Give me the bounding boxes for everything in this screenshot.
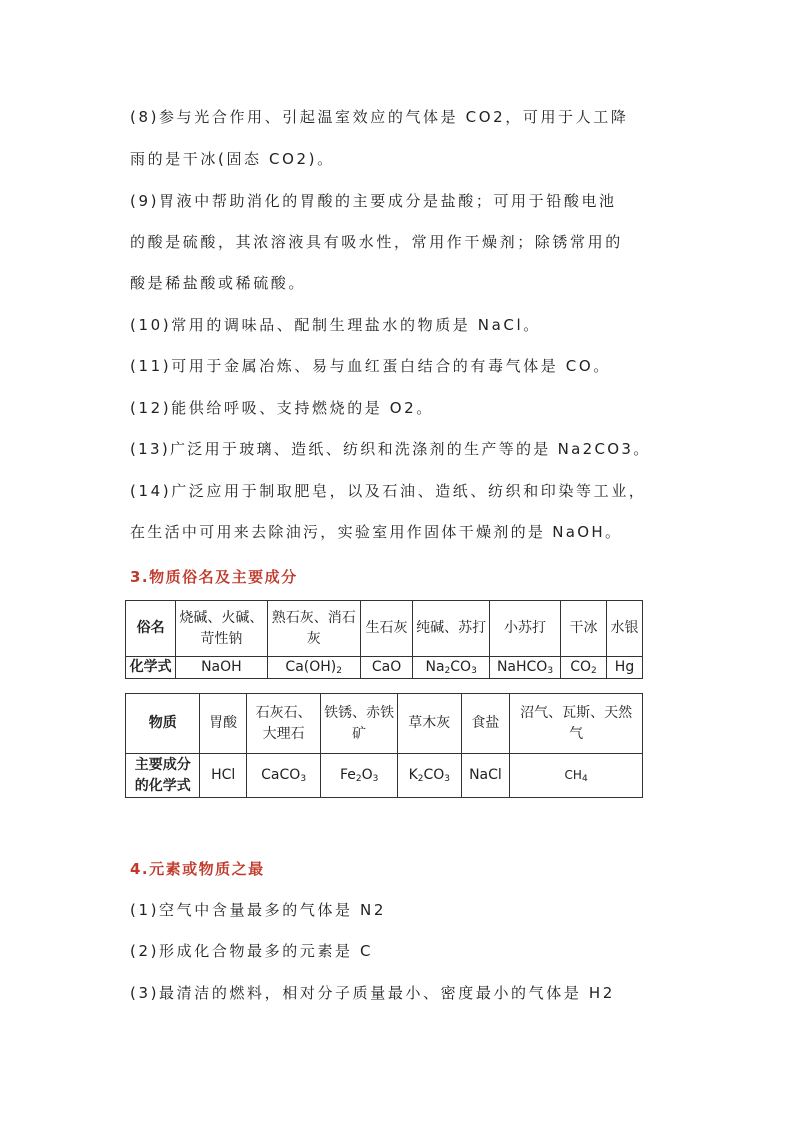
formula-cell: $Na_2CO_3$ — [413, 657, 490, 679]
text-line: 在生活中可用来去除油污，实验室用作固体干燥剂的是 NaOH。 — [130, 523, 623, 541]
formula-cell: $Fe_2O_3$ — [321, 754, 398, 798]
table-cell: 熟石灰、消石灰 — [267, 601, 360, 657]
table-cell: 烧碱、火碱、苛性钠 — [176, 601, 267, 657]
section-3-heading: 3.物质俗名及主要成分 — [130, 568, 298, 586]
formula-cell: NaOH — [176, 657, 267, 679]
table-row — [126, 657, 643, 679]
table-cell: 水银 — [607, 601, 643, 657]
row-header-formula: 化学式 — [126, 657, 176, 679]
table-cell: 胃酸 — [200, 694, 246, 754]
table-cell: 食盐 — [461, 694, 510, 754]
table-cell: 小苏打 — [490, 601, 561, 657]
text-line: (14)广泛应用于制取肥皂，以及石油、造纸、纺织和印染等工业， — [130, 482, 647, 500]
formula-cell: HCl — [200, 754, 246, 798]
text-line: 酸是稀盐酸或稀硫酸。 — [130, 274, 307, 292]
table-cell: 铁锈、赤铁矿 — [321, 694, 398, 754]
paragraph-12: (12)能供给呼吸、支持燃烧的是 O2。 — [130, 399, 434, 417]
common-names-table — [125, 600, 643, 679]
superlative-item: (1)空气中含量最多的气体是 N2 — [130, 901, 386, 919]
paragraph-10: (10)常用的调味品、配制生理盐水的物质是 NaCl。 — [130, 316, 541, 334]
formula-cell: CaO — [360, 657, 412, 679]
row-header-common-name: 俗名 — [126, 601, 176, 657]
superlative-item: (2)形成化合物最多的元素是 C — [130, 942, 374, 960]
text-line: (9)胃液中帮助消化的胃酸的主要成分是盐酸；可用于铅酸电池 — [130, 192, 617, 210]
table-cell: 纯碱、苏打 — [413, 601, 490, 657]
row-header-main-formula: 主要成分的化学式 — [126, 754, 200, 798]
table-cell: 草木灰 — [397, 694, 461, 754]
table-row — [126, 754, 643, 798]
paragraph-13: (13)广泛用于玻璃、造纸、纺织和洗涤剂的生产等的是 Na2CO3。 — [130, 440, 651, 458]
row-header-substance: 物质 — [126, 694, 200, 754]
formula-cell: $CO_2$ — [560, 657, 606, 679]
formula-cell: $CH_4$ — [510, 754, 643, 798]
formula-cell: NaCl — [461, 754, 510, 798]
paragraph-11: (11)可用于金属冶炼、易与血红蛋白结合的有毒气体是 CO。 — [130, 357, 611, 375]
formula-cell: Hg — [607, 657, 643, 679]
table-cell: 干冰 — [560, 601, 606, 657]
section-4-heading: 4.元素或物质之最 — [130, 860, 265, 878]
formula-cell: $Ca(OH)_2$ — [267, 657, 360, 679]
table-cell: 沼气、瓦斯、天然气 — [510, 694, 643, 754]
table-row — [126, 694, 643, 754]
formula-cell: $K_2CO_3$ — [397, 754, 461, 798]
text-line: 雨的是干冰(固态 CO2)。 — [130, 150, 335, 168]
text-line: 的酸是硫酸，其浓溶液具有吸水性，常用作干燥剂；除锈常用的 — [130, 233, 623, 251]
table-cell: 生石灰 — [360, 601, 412, 657]
table-row — [126, 601, 643, 657]
text-line: (8)参与光合作用、引起温室效应的气体是 CO2，可用于人工降 — [130, 108, 629, 126]
formula-cell: NaHCO$_3$ — [490, 657, 561, 679]
main-components-table — [125, 693, 643, 798]
formula-cell: CaCO$_3$ — [246, 754, 320, 798]
superlative-item: (3)最清洁的燃料，相对分子质量最小、密度最小的气体是 H2 — [130, 984, 615, 1002]
table-cell: 石灰石、大理石 — [246, 694, 320, 754]
